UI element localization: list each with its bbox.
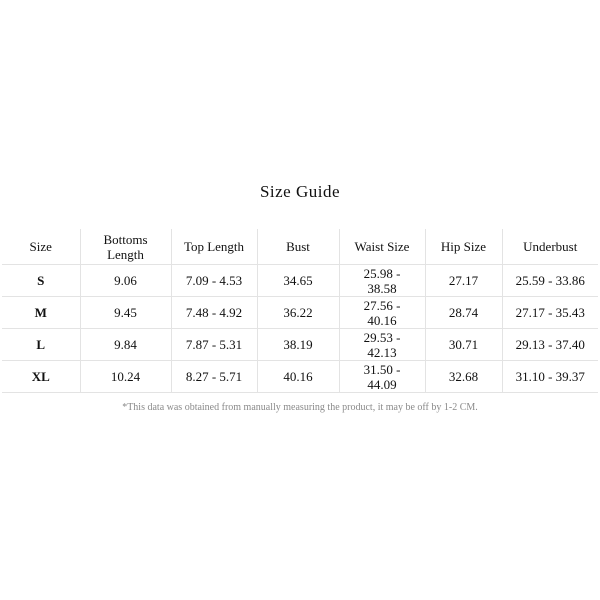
hip-size-cell: 32.68 [425, 361, 502, 393]
waist-size-cell: 27.56 - 40.16 [339, 297, 425, 329]
bottoms-length-cell: 10.24 [80, 361, 171, 393]
hip-size-cell: 28.74 [425, 297, 502, 329]
size-cell: S [2, 265, 80, 297]
waist-size-cell: 29.53 - 42.13 [339, 329, 425, 361]
page-title: Size Guide [259, 182, 341, 201]
size-cell: M [2, 297, 80, 329]
measurement-note: *This data was obtained from manually measuring the product, it may be off by 1-2 CM. [122, 402, 478, 413]
table-row [2, 361, 598, 393]
underbust-cell: 27.17 - 35.43 [502, 297, 598, 329]
column-header-waist-size: Waist Size [339, 229, 425, 265]
column-header-size: Size [2, 229, 80, 265]
top-length-cell: 8.27 - 5.71 [171, 361, 257, 393]
hip-size-cell: 27.17 [425, 265, 502, 297]
table-row [2, 265, 598, 297]
column-header-underbust: Underbust [502, 229, 598, 265]
size-cell: L [2, 329, 80, 361]
waist-size-cell: 25.98 - 38.58 [339, 265, 425, 297]
bottoms-length-cell: 9.84 [80, 329, 171, 361]
bottoms-length-cell: 9.06 [80, 265, 171, 297]
underbust-cell: 29.13 - 37.40 [502, 329, 598, 361]
column-header-bust: Bust [257, 229, 339, 265]
size-guide-table [2, 229, 598, 393]
bust-cell: 38.19 [257, 329, 339, 361]
top-length-cell: 7.09 - 4.53 [171, 265, 257, 297]
table-header-row [2, 229, 598, 265]
top-length-cell: 7.87 - 5.31 [171, 329, 257, 361]
size-cell: XL [2, 361, 80, 393]
bust-cell: 34.65 [257, 265, 339, 297]
column-header-bottoms-length: Bottoms Length [80, 229, 171, 265]
column-header-hip-size: Hip Size [425, 229, 502, 265]
bust-cell: 40.16 [257, 361, 339, 393]
table-row [2, 329, 598, 361]
bust-cell: 36.22 [257, 297, 339, 329]
waist-size-cell: 31.50 - 44.09 [339, 361, 425, 393]
underbust-cell: 25.59 - 33.86 [502, 265, 598, 297]
underbust-cell: 31.10 - 39.37 [502, 361, 598, 393]
bottoms-length-cell: 9.45 [80, 297, 171, 329]
top-length-cell: 7.48 - 4.92 [171, 297, 257, 329]
table-row [2, 297, 598, 329]
column-header-top-length: Top Length [171, 229, 257, 265]
hip-size-cell: 30.71 [425, 329, 502, 361]
